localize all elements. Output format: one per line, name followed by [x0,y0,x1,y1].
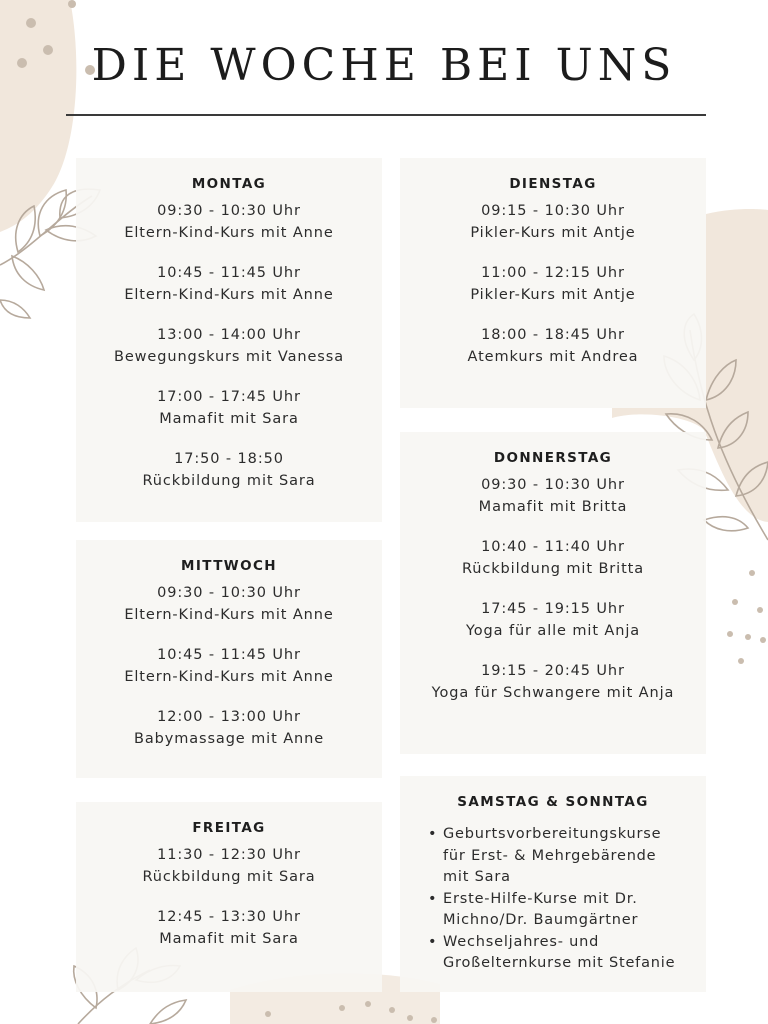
slot-time: 19:15 - 20:45 Uhr [481,663,625,679]
slot-time: 09:30 - 10:30 Uhr [157,585,301,601]
course-slot [400,536,706,580]
item-line: Großelternkurse mit Stefanie [443,955,676,971]
day-heading: MONTAG [191,176,267,192]
slot-course: Eltern-Kind-Kurs mit Anne [124,225,334,241]
slot-course: Mamafit mit Britta [478,499,628,515]
course-slot [400,660,706,704]
slot-time: 10:40 - 11:40 Uhr [481,539,625,555]
slot-course: Mamafit mit Sara [159,411,299,427]
course-slot [76,706,382,750]
course-slot [76,324,382,368]
title-divider [66,114,706,116]
slot-course: Eltern-Kind-Kurs mit Anne [124,669,334,685]
slot-time: 17:00 - 17:45 Uhr [157,389,301,405]
slot-course: Eltern-Kind-Kurs mit Anne [124,287,334,303]
item-line: • Wechseljahres- und [443,933,600,950]
day-heading: FREITAG [192,820,266,836]
course-slot [400,598,706,642]
course-slot [76,644,382,688]
slot-time: 17:45 - 19:15 Uhr [481,601,625,617]
day-heading: SAMSTAG & SONNTAG [457,794,649,810]
day-heading: DONNERSTAG [493,450,613,466]
slot-time: 12:45 - 13:30 Uhr [157,909,301,925]
course-slot [400,324,706,368]
item-line: • Erste-Hilfe-Kurse mit Dr. [443,890,638,907]
slot-time: 09:30 - 10:30 Uhr [157,203,301,219]
slot-time: 13:00 - 14:00 Uhr [157,327,301,343]
slot-course: Pikler-Kurs mit Antje [470,225,636,241]
day-card-wochenende [400,776,706,992]
item-line: • Geburtsvorbereitungskurse [443,826,662,842]
list-item [428,889,706,932]
slot-time: 11:30 - 12:30 Uhr [157,847,301,863]
page-title: DIE WOCHE BEI UNS [91,40,677,91]
course-slot [76,844,382,888]
slot-course: Yoga für Schwangere mit Anja [431,685,675,701]
day-card-montag [76,158,382,522]
slot-time: 17:50 - 18:50 [174,451,284,467]
day-card-dienstag [400,158,706,408]
slot-time: 12:00 - 13:00 Uhr [157,709,301,725]
slot-time: 09:30 - 10:30 Uhr [481,477,625,493]
slot-course: Pikler-Kurs mit Antje [470,287,636,303]
slot-course: Mamafit mit Sara [159,931,299,947]
slot-course: Eltern-Kind-Kurs mit Anne [124,607,334,623]
course-slot [400,474,706,518]
course-slot [76,448,382,492]
course-slot [76,582,382,626]
course-slot [400,262,706,306]
slot-course: Yoga für alle mit Anja [465,623,641,639]
slot-course: Babymassage mit Anne [133,731,325,747]
day-heading: MITTWOCH [181,558,277,574]
course-slot [76,386,382,430]
slot-course: Bewegungskurs mit Vanessa [114,349,344,365]
slot-course: Atemkurs mit Andrea [467,349,639,365]
list-item [428,932,706,975]
slot-time: 18:00 - 18:45 Uhr [481,327,625,343]
slot-course: Rückbildung mit Sara [142,473,316,489]
day-heading: DIENSTAG [509,176,597,192]
course-slot [76,200,382,244]
course-slot [76,262,382,306]
slot-time: 10:45 - 11:45 Uhr [157,647,301,663]
item-line: für Erst- & Mehrgebärende [443,847,657,864]
slot-time: 10:45 - 11:45 Uhr [157,265,301,281]
item-line: mit Sara [443,869,511,885]
slot-time: 11:00 - 12:15 Uhr [481,265,625,281]
dots-right [727,570,766,664]
weekend-course-list [400,824,706,975]
day-card-freitag [76,802,382,992]
day-card-donnerstag [400,432,706,754]
course-slot [76,906,382,950]
course-slot [400,200,706,244]
slot-time: 09:15 - 10:30 Uhr [481,203,625,219]
item-line: Michno/Dr. Baumgärtner [443,912,639,928]
list-item [428,824,706,889]
slot-course: Rückbildung mit Britta [461,561,645,577]
day-card-mittwoch [76,540,382,778]
slot-course: Rückbildung mit Sara [142,869,316,885]
